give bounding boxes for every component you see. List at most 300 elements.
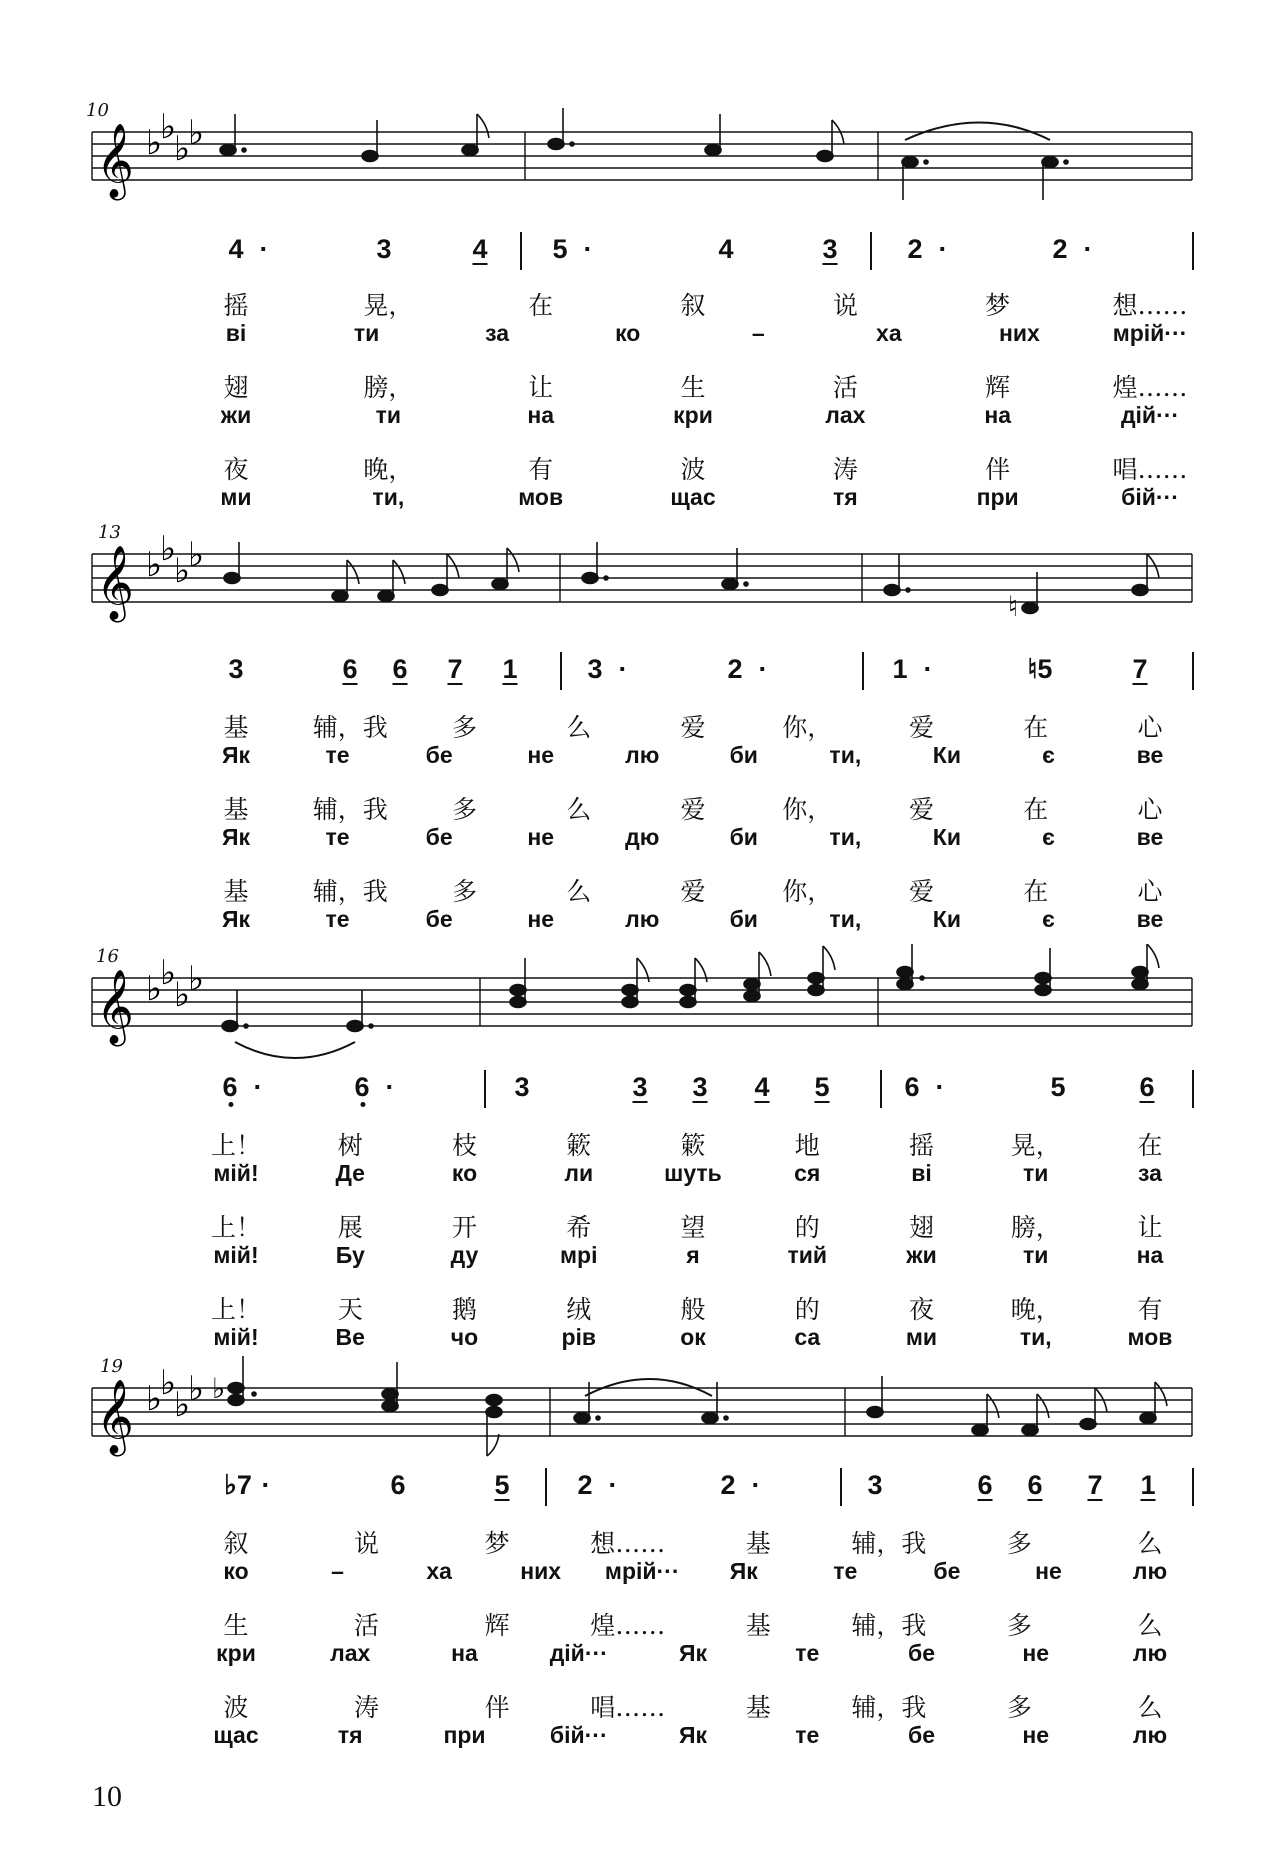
lyric-syllable: дій···: [549, 1640, 608, 1666]
lyric-syllable: ти,: [829, 824, 862, 850]
lyric-syllable: Як: [221, 742, 251, 768]
lyric-syllable: тя: [337, 1722, 363, 1748]
lyric-syllable: 叙: [223, 1529, 249, 1558]
lyric-line: [0, 1524, 1272, 1556]
lyric-syllable: 心: [1137, 877, 1163, 906]
lyric-syllable: ко: [615, 320, 641, 346]
lyric-syllable: жи: [220, 402, 252, 428]
lyric-syllable: 夜: [908, 1295, 935, 1324]
jianpu-note: 4: [718, 234, 734, 264]
lyric-syllable: 活: [832, 373, 858, 402]
lyric-line: [0, 1242, 1272, 1274]
jianpu-note: 5: [814, 1072, 830, 1102]
lyric-syllable: ти,: [829, 742, 862, 768]
lyric-syllable: лах: [825, 402, 866, 428]
measure-number: 16: [96, 946, 119, 967]
jianpu-note: 7: [1132, 654, 1148, 684]
lyric-syllable: 你，: [782, 795, 833, 824]
lyric-syllable: на: [451, 1640, 478, 1666]
lyric-syllable: 辅，我: [312, 713, 388, 742]
svg-text:♭: ♭: [146, 545, 163, 585]
lyric-line: [0, 286, 1272, 318]
lyric-syllable: лю: [1132, 1722, 1168, 1748]
lyric-syllable: бе: [933, 1558, 961, 1584]
lyric-syllable: 天: [337, 1295, 363, 1324]
lyric-syllable: 在: [1023, 877, 1049, 906]
jianpu-note: 1: [502, 654, 518, 684]
jianpu-note: 7: [1087, 1470, 1103, 1500]
lyric-syllable: бе: [425, 742, 453, 768]
jianpu-note: 3: [514, 1072, 530, 1102]
lyric-syllable: 爱: [908, 795, 935, 824]
lyric-syllable: ти: [353, 320, 380, 346]
lyric-syllable: 晃，: [363, 291, 414, 320]
lyric-syllable: 辅，我: [312, 795, 388, 824]
lyric-syllable: лю: [625, 906, 660, 932]
treble-clef: 𝄞: [96, 970, 134, 1044]
svg-text:♭: ♭: [174, 1385, 191, 1425]
lyric-syllable: них: [520, 1558, 562, 1584]
lyric-syllable: 翅: [908, 1213, 935, 1242]
lyric-syllable: ми: [220, 484, 252, 510]
lyric-syllable: 活: [354, 1611, 380, 1640]
duration-dot: ·: [261, 1470, 271, 1500]
lyric-syllable: 么: [566, 877, 592, 906]
lyric-syllable: те: [833, 1558, 858, 1584]
lyric-syllable: ду: [450, 1242, 479, 1268]
jianpu-note: 3: [376, 234, 392, 264]
svg-text:♭: ♭: [188, 1369, 205, 1409]
lyric-syllable: те: [325, 742, 350, 768]
lyric-syllable: ха: [876, 320, 902, 346]
lyric-syllable: 地: [794, 1131, 820, 1160]
lyric-line: [0, 1160, 1272, 1192]
jianpu-note: 6: [354, 1072, 369, 1103]
lyric-syllable: тий: [787, 1242, 828, 1268]
svg-text:♭: ♭: [160, 953, 177, 993]
jianpu-note: 6: [222, 1072, 237, 1103]
lyric-syllable: 辅，我: [851, 1693, 927, 1722]
key-signature: [146, 107, 204, 169]
jianpu-note: ♮5: [1027, 654, 1053, 684]
lyric-syllable: ві: [225, 320, 247, 346]
lyric-syllable: 伴: [985, 455, 1011, 484]
lyric-syllable: 么: [1137, 1611, 1163, 1640]
duration-dot: ·: [608, 1470, 618, 1500]
lyric-syllable: ве: [1136, 906, 1164, 932]
svg-text:♭: ♭: [174, 975, 191, 1015]
lyric-syllable: би: [729, 824, 758, 850]
lyric-syllable: при: [443, 1722, 486, 1748]
lyric-syllable: 你，: [782, 877, 833, 906]
lyric-syllable: лю: [1132, 1558, 1168, 1584]
lyric-syllable: 基: [745, 1693, 771, 1722]
lyric-syllable: кри: [673, 402, 713, 428]
lyric-syllable: 伴: [484, 1693, 510, 1722]
lyric-syllable: 波: [223, 1693, 249, 1722]
lyric-syllable: не: [527, 824, 554, 850]
lyric-syllable: 辅，我: [312, 877, 388, 906]
lyric-syllable: при: [976, 484, 1019, 510]
jianpu-note: 7: [447, 654, 463, 684]
duration-dot: ·: [583, 234, 593, 264]
lyric-line: [0, 1722, 1272, 1754]
duration-dot: ·: [938, 234, 948, 264]
lyric-line: [0, 1640, 1272, 1672]
lyric-syllable: бе: [908, 1640, 935, 1666]
lyric-syllable: 希: [566, 1213, 592, 1242]
lyric-syllable: них: [999, 320, 1040, 346]
lyric-syllable: за: [1138, 1160, 1162, 1186]
lyric-line: [0, 368, 1272, 400]
lyric-syllable: 让: [1137, 1213, 1163, 1242]
lyric-syllable: є: [1042, 742, 1055, 768]
lyric-line: [0, 1126, 1272, 1158]
lyric-syllable: ве: [1136, 742, 1164, 768]
lyric-syllable: не: [527, 906, 554, 932]
natural-sign: ♮: [1008, 590, 1019, 623]
svg-text:♭: ♭: [174, 129, 191, 169]
lyric-syllable: Як: [221, 906, 251, 932]
lyric-syllable: 基: [223, 795, 249, 824]
lyric-syllable: 辅，我: [851, 1529, 927, 1558]
lyric-syllable: 辉: [985, 373, 1011, 402]
lyric-syllable: бе: [908, 1722, 935, 1748]
jianpu-barline: [1192, 652, 1194, 690]
lyric-syllable: мов: [1127, 1324, 1173, 1350]
lyric-syllable: те: [325, 824, 350, 850]
jianpu-barline: [545, 1468, 547, 1506]
lyric-line: [0, 1688, 1272, 1720]
lyric-syllable: 爱: [680, 877, 706, 906]
lyric-syllable: мрі: [560, 1242, 598, 1268]
lyric-line: [0, 484, 1272, 516]
lyric-line: [0, 872, 1272, 904]
lyric-line: [0, 402, 1272, 434]
lyric-syllable: 多: [451, 795, 478, 824]
lyric-syllable: 翅: [223, 373, 249, 402]
flat-sign: ♭: [212, 1372, 226, 1405]
lyric-syllable: ти,: [372, 484, 405, 510]
lyric-syllable: 鹅: [451, 1295, 478, 1324]
jianpu-note: 4: [754, 1072, 770, 1102]
lyric-syllable: ли: [564, 1160, 594, 1186]
jianpu-note: 2: [720, 1470, 736, 1500]
lyric-syllable: 望: [680, 1213, 706, 1242]
jianpu-note: 1: [892, 654, 908, 684]
jianpu-note: 5: [1050, 1072, 1066, 1102]
jianpu-note: 3: [822, 234, 838, 264]
lyric-line: [0, 1290, 1272, 1322]
lyric-syllable: 上！: [210, 1213, 262, 1242]
lyric-syllable: 煌……: [590, 1611, 666, 1640]
svg-text:♭: ♭: [160, 529, 177, 569]
svg-text:♭: ♭: [146, 123, 163, 163]
lyric-syllable: ти: [375, 402, 402, 428]
jianpu-barline: [880, 1070, 882, 1108]
lyric-syllable: ми: [905, 1324, 938, 1350]
measure-number: 13: [98, 522, 121, 543]
key-signature: [146, 1363, 204, 1425]
lyric-syllable: 在: [1023, 713, 1049, 742]
lyric-syllable: 的: [794, 1213, 820, 1242]
lyric-syllable: 想……: [1112, 291, 1188, 320]
lyric-syllable: 唱……: [1112, 455, 1188, 484]
jianpu-row: [0, 652, 1272, 692]
lyric-syllable: 摇: [223, 291, 249, 320]
measure-number: 19: [100, 1356, 123, 1377]
lyric-syllable: чо: [450, 1324, 479, 1350]
lyric-syllable: на: [527, 402, 554, 428]
lyric-syllable: 你，: [782, 713, 833, 742]
staff: [0, 944, 1272, 1084]
lyric-line: [0, 708, 1272, 740]
lyric-syllable: 摇: [908, 1131, 935, 1160]
lyric-syllable: Ки: [932, 906, 961, 932]
lyric-syllable: ко: [223, 1558, 249, 1584]
jianpu-note: 3: [228, 654, 244, 684]
lyric-syllable: 晃，: [1010, 1131, 1061, 1160]
lyric-syllable: бе: [425, 824, 453, 850]
jianpu-row: [0, 1468, 1272, 1508]
lyric-syllable: 上！: [210, 1131, 262, 1160]
svg-text:♭: ♭: [160, 107, 177, 147]
lyric-syllable: ти: [1023, 1160, 1049, 1186]
jianpu-note: 4: [228, 234, 244, 264]
jianpu-note: 6: [1139, 1072, 1155, 1102]
jianpu-note: 1: [1140, 1470, 1156, 1500]
lyric-syllable: 多: [1006, 1693, 1032, 1722]
lyric-syllable: са: [794, 1324, 821, 1350]
lyric-syllable: 生: [223, 1611, 249, 1640]
lyric-syllable: 多: [451, 713, 478, 742]
lyric-line: [0, 1606, 1272, 1638]
lyric-syllable: ок: [680, 1324, 706, 1350]
duration-dot: ·: [935, 1072, 945, 1102]
lyric-line: [0, 742, 1272, 774]
lyric-syllable: би: [729, 742, 758, 768]
lyric-syllable: 涛: [354, 1693, 380, 1722]
jianpu-note: 4: [472, 234, 488, 264]
lyric-syllable: не: [1022, 1722, 1050, 1748]
jianpu-note: 6: [392, 654, 408, 684]
duration-dot: ·: [923, 654, 933, 684]
jianpu-note: 3: [587, 654, 603, 684]
lyric-syllable: 梦: [484, 1529, 510, 1558]
lyric-syllable: би: [729, 906, 758, 932]
notes: [222, 944, 1159, 1032]
lyric-syllable: не: [1022, 1640, 1050, 1666]
lyric-syllable: мрій···: [604, 1558, 680, 1584]
lyric-syllable: 心: [1137, 713, 1163, 742]
jianpu-barline: [870, 232, 872, 270]
lyric-syllable: 绒: [566, 1295, 592, 1324]
lyric-syllable: Як: [678, 1722, 708, 1748]
lyric-syllable: 膀，: [1010, 1213, 1061, 1242]
duration-dot: ·: [751, 1470, 761, 1500]
lyric-syllable: ве: [1136, 824, 1164, 850]
lyric-syllable: 的: [794, 1295, 820, 1324]
lyric-syllable: 辅，我: [851, 1611, 927, 1640]
lyric-syllable: Як: [729, 1558, 758, 1584]
svg-text:♭: ♭: [188, 535, 205, 575]
lyric-syllable: 波: [680, 455, 706, 484]
lyric-syllable: 般: [680, 1295, 706, 1324]
lyric-syllable: 基: [223, 877, 249, 906]
jianpu-note: 6: [1027, 1470, 1043, 1500]
lyric-syllable: 么: [566, 795, 592, 824]
lyric-syllable: ти: [1023, 1242, 1049, 1268]
lyric-syllable: мій!: [213, 1242, 259, 1268]
duration-dot: ·: [259, 234, 269, 264]
lyric-syllable: 晚，: [1010, 1295, 1061, 1324]
lyric-syllable: кри: [216, 1640, 256, 1666]
lyric-syllable: 簌: [680, 1131, 706, 1160]
lyric-syllable: мрій···: [1112, 320, 1188, 346]
lyric-syllable: ко: [451, 1160, 478, 1186]
lyric-line: [0, 906, 1272, 938]
low-octave-dot: [360, 1102, 365, 1107]
jianpu-note: 6: [390, 1470, 406, 1500]
lyric-line: [0, 824, 1272, 856]
lyric-syllable: Ки: [932, 742, 961, 768]
lyric-syllable: 说: [354, 1529, 380, 1558]
jianpu-note: 6: [904, 1072, 920, 1102]
jianpu-barline: [840, 1468, 842, 1506]
lyric-syllable: 枝: [451, 1131, 478, 1160]
key-signature: [146, 529, 204, 591]
lyric-syllable: на: [984, 402, 1011, 428]
lyric-syllable: 煌……: [1112, 373, 1188, 402]
lyric-syllable: ві: [911, 1160, 932, 1186]
jianpu-note: 2: [1052, 234, 1068, 264]
duration-dot: ·: [1083, 234, 1093, 264]
lyric-line: [0, 1208, 1272, 1240]
treble-clef: 𝄞: [96, 1380, 134, 1454]
lyric-syllable: мій!: [213, 1160, 259, 1186]
duration-dot: ·: [758, 654, 768, 684]
lyric-syllable: 多: [451, 877, 478, 906]
key-signature: [146, 953, 204, 1015]
lyric-syllable: мов: [518, 484, 564, 510]
treble-clef: 𝄞: [96, 124, 134, 198]
lyric-syllable: Ки: [932, 824, 961, 850]
lyric-line: [0, 320, 1272, 352]
jianpu-note: 3: [867, 1470, 883, 1500]
lyric-syllable: Ве: [335, 1324, 365, 1350]
jianpu-barline: [560, 652, 562, 690]
lyric-syllable: 想……: [590, 1529, 666, 1558]
svg-text:♭: ♭: [174, 551, 191, 591]
jianpu-barline: [862, 652, 864, 690]
lyric-syllable: дю: [625, 824, 660, 850]
lyric-syllable: –: [331, 1558, 344, 1584]
lyric-syllable: 唱……: [590, 1693, 666, 1722]
jianpu-note: 3: [632, 1072, 648, 1102]
notes: [220, 108, 1068, 200]
svg-text:♭: ♭: [160, 1363, 177, 1403]
lyric-syllable: 夜: [223, 455, 249, 484]
slur: [235, 1042, 355, 1058]
jianpu-note: 3: [692, 1072, 708, 1102]
lyric-syllable: те: [325, 906, 350, 932]
lyric-syllable: те: [795, 1640, 820, 1666]
lyric-syllable: Бу: [335, 1242, 365, 1268]
treble-clef: 𝄞: [96, 546, 134, 620]
jianpu-barline: [1192, 1070, 1194, 1108]
lyric-syllable: шуть: [664, 1160, 722, 1186]
jianpu-note: 2: [577, 1470, 593, 1500]
lyric-syllable: я: [686, 1242, 700, 1268]
lyric-syllable: 在: [1023, 795, 1049, 824]
lyric-syllable: лю: [625, 742, 660, 768]
lyric-syllable: бій···: [1121, 484, 1179, 510]
lyric-syllable: 爱: [908, 877, 935, 906]
lyric-syllable: 有: [1137, 1295, 1163, 1324]
lyric-syllable: 涛: [832, 455, 858, 484]
lyric-syllable: 簌: [566, 1131, 592, 1160]
lyric-syllable: 树: [337, 1131, 363, 1160]
lyric-syllable: 展: [337, 1213, 363, 1242]
svg-text:♭: ♭: [188, 959, 205, 999]
jianpu-note: 5: [494, 1470, 510, 1500]
lyric-syllable: 膀，: [363, 373, 414, 402]
lyric-syllable: 基: [745, 1529, 771, 1558]
lyric-syllable: є: [1042, 824, 1055, 850]
lyric-syllable: 生: [680, 373, 706, 402]
lyric-syllable: 多: [1006, 1529, 1032, 1558]
lyric-line: [0, 450, 1272, 482]
lyric-syllable: є: [1042, 906, 1055, 932]
lyric-syllable: щас: [213, 1722, 259, 1748]
jianpu-barline: [1192, 232, 1194, 270]
lyric-syllable: ха: [426, 1558, 452, 1584]
lyric-syllable: 爱: [680, 795, 706, 824]
jianpu-note: 6: [342, 654, 358, 684]
lyric-syllable: тя: [832, 484, 858, 510]
lyric-syllable: 么: [1137, 1693, 1163, 1722]
lyric-syllable: лах: [330, 1640, 371, 1666]
duration-dot: ·: [253, 1072, 263, 1102]
lyric-syllable: ся: [794, 1160, 821, 1186]
notes: [228, 1356, 1167, 1456]
lyric-syllable: рів: [561, 1324, 597, 1350]
jianpu-note: 2: [907, 234, 923, 264]
jianpu-barline: [1192, 1468, 1194, 1506]
measure-number: 10: [86, 100, 109, 121]
staff: [0, 100, 1272, 240]
lyric-syllable: 么: [566, 713, 592, 742]
jianpu-barline: [520, 232, 522, 270]
lyric-syllable: 爱: [680, 713, 706, 742]
lyric-syllable: 在: [528, 291, 554, 320]
jianpu-note: 6: [977, 1470, 993, 1500]
lyric-syllable: те: [795, 1722, 820, 1748]
jianpu-row: [0, 1070, 1272, 1110]
lyric-syllable: бе: [425, 906, 453, 932]
lyric-syllable: на: [1136, 1242, 1164, 1268]
lyric-syllable: бій···: [549, 1722, 608, 1748]
slur: [905, 123, 1050, 141]
lyric-syllable: 么: [1137, 1529, 1163, 1558]
lyric-syllable: щас: [670, 484, 716, 510]
lyric-syllable: мій!: [213, 1324, 259, 1350]
svg-text:♭: ♭: [188, 113, 205, 153]
lyric-syllable: за: [485, 320, 510, 346]
lyric-syllable: 基: [745, 1611, 771, 1640]
lyric-syllable: 叙: [680, 291, 706, 320]
lyric-syllable: 让: [528, 373, 554, 402]
